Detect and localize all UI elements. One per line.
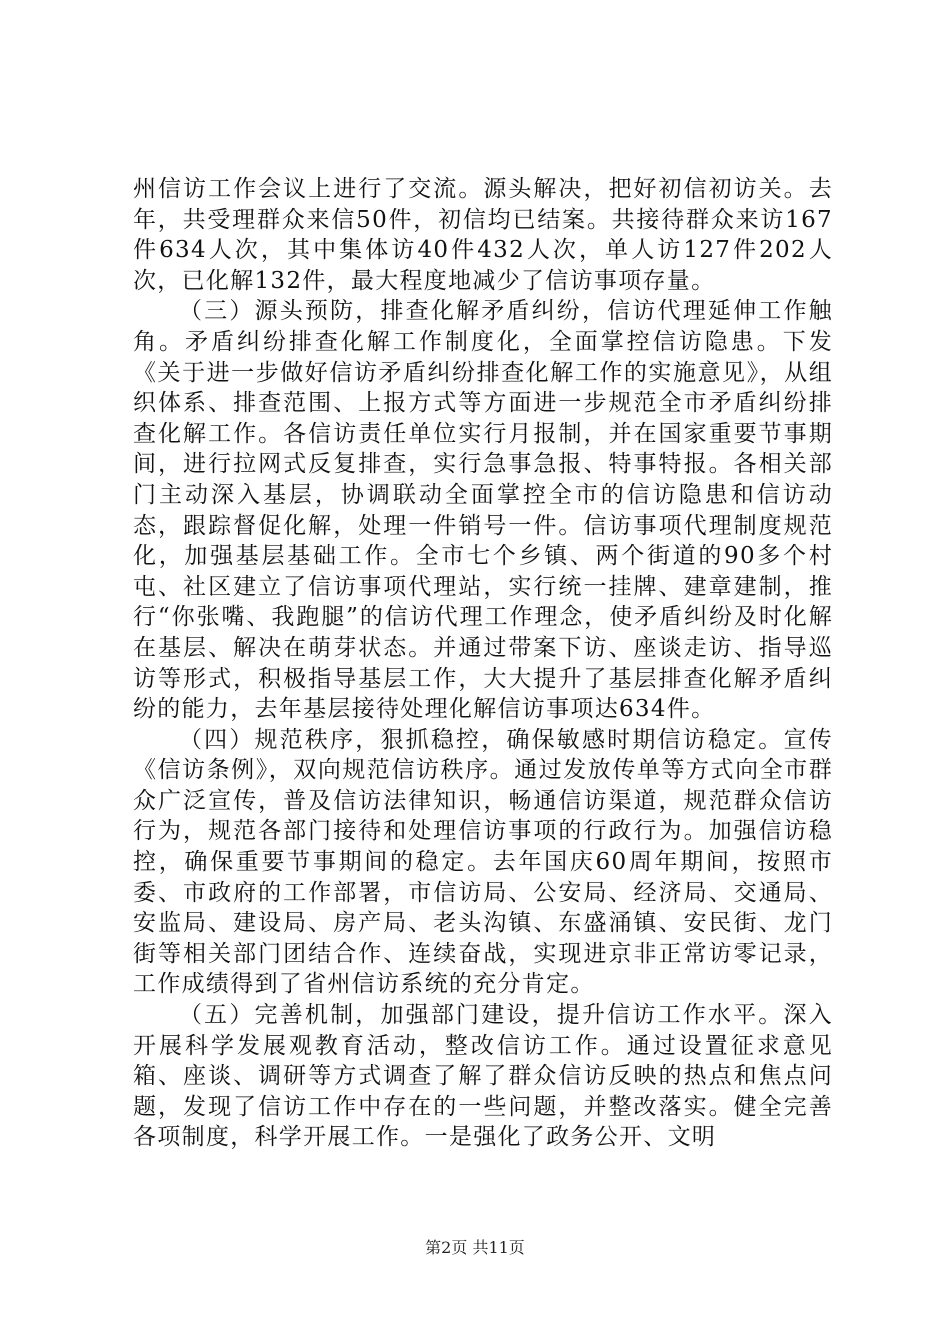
paragraph-4: （五）完善机制，加强部门建设，提升信访工作水平。深入开展科学发展观教育活动，整改信访工作。通过设置征求意见箱、座谈、调研等方式调查了解了群众信访反映的热点和焦点问题，发现了信访工作中存在的一些问题，并整改落实。健全完善各项制度，科学开展工作。一是强化了政务公开、文明 — [133, 1002, 833, 1151]
paragraph-1: 州信访工作会议上进行了交流。源头解决，把好初信初访关。去年，共受理群众来信50件，初信均已结案。共接待群众来访167件634人次，其中集体访40件432人次，单人访127件202人次，已化解132件，最大程度地减少了信访事项存量。 — [133, 176, 833, 294]
paragraph-2: （三）源头预防，排查化解矛盾纠纷，信访代理延伸工作触角。矛盾纠纷排查化解工作制度化，全面掌控信访隐患。下发《关于进一步做好信访矛盾纠纷排查化解工作的实施意见》，从组织体系、排查范围、上报方式等方面进一步规范全市矛盾纠纷排查化解工作。各信访责任单位实行月报制，并在国家重要节事期间，进行拉网式反复排查，实行急事急报、特事特报。各相关部门主动深入基层，协调联动全面掌控全市的信访隐患和信访动态，跟踪督促化解，处理一件销号一件。信访事项代理制度规范化，加强基层基础工作。全市七个乡镇、两个街道的90多个村屯、社区建立了信访事项代理站，实行统一挂牌、建章建制，推行“你张嘴、我跑腿”的信访代理工作理念，使矛盾纠纷及时化解在基层、解决在萌芽状态。并通过带案下访、座谈走访、指导巡访等形式，积极指导基层工作，大大提升了基层排查化解矛盾纠纷的能力，去年基层接待处理化解信访事项达634件。 — [133, 298, 833, 723]
page-number-footer: 第2页 共11页 — [425, 1238, 525, 1257]
paragraph-3: （四）规范秩序，狠抓稳控，确保敏感时期信访稳定。宣传《信访条例》，双向规范信访秩序。通过发放传单等方式向全市群众广泛宣传，普及信访法律知识，畅通信访渠道，规范群众信访行为，规范各部门接待和处理信访事项的行政行为。加强信访稳控，确保重要节事期间的稳定。去年国庆60周年期间，按照市委、市政府的工作部署，市信访局、公安局、经济局、交通局、安监局、建设局、房产局、老头沟镇、东盛涌镇、安民街、龙门街等相关部门团结合作、连续奋战，实现进京非正常访零记录，工作成绩得到了省州信访系统的充分肯定。 — [133, 726, 833, 998]
document-body — [133, 174, 833, 1153]
